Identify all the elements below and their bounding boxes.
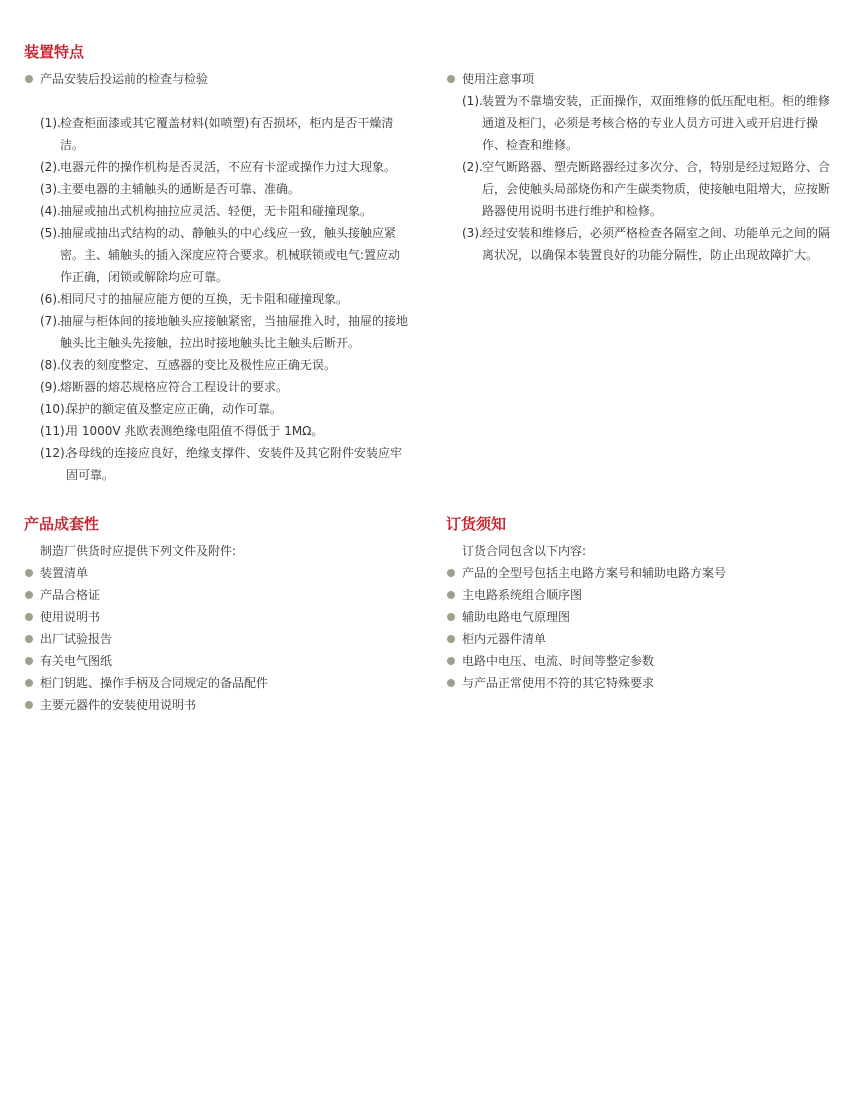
- order-item-1: [446, 562, 831, 584]
- notes-bullet-label: 使用注意事项: [462, 72, 535, 86]
- bullet-dot-icon: [447, 635, 455, 643]
- bullet-dot-icon: [25, 701, 33, 709]
- kit-item-6: [24, 672, 409, 694]
- kit-item-label: 有关电气图纸: [40, 654, 113, 668]
- order-item-2: [446, 584, 831, 606]
- install-item-text: 检查柜面漆或其它覆盖材料(如喷塑)有否损坏，柜内是否干燥清洁。: [60, 116, 394, 152]
- kit-item-label: 主要元器件的安装使用说明书: [40, 698, 197, 712]
- install-item-text: 仪表的刻度整定、互感器的变比及极性应正确无误。: [60, 358, 337, 372]
- install-item-text: 熔断器的熔芯规格应符合工程设计的要求。: [60, 380, 289, 394]
- install-item-2: [24, 156, 409, 178]
- install-item-text: 保护的额定值及整定应正确，动作可靠。: [66, 402, 283, 416]
- bullet-dot-icon: [447, 569, 455, 577]
- order-item-label: 产品的全型号包括主电路方案号和辅助电路方案号: [462, 566, 727, 580]
- install-item-text: 抽屉或抽出式机构抽拉应灵活、轻便，无卡阻和碰撞现象。: [60, 204, 373, 218]
- install-item-5: [24, 222, 409, 288]
- install-item-text: 主要电器的主辅触头的通断是否可靠、准确。: [60, 182, 301, 196]
- install-item-10: [24, 398, 409, 420]
- order-item-6: [446, 672, 831, 694]
- install-item-number: (2).: [40, 160, 61, 174]
- bullet-dot-icon: [447, 591, 455, 599]
- notes-item-3: [446, 222, 831, 266]
- notes-section: [446, 68, 831, 266]
- order-item-4: [446, 628, 831, 650]
- install-item-number: (8).: [40, 358, 61, 372]
- bullet-dot-icon: [447, 75, 455, 83]
- install-item-number: (7).: [40, 314, 61, 328]
- kit-item-4: [24, 628, 409, 650]
- install-item-text: 抽屉或抽出式结构的动、静触头的中心线应一致，触头接触应紧密。主、辅触头的插入深度应符合要求。机械联锁或电气:置应动作正确，闭锁或解除均应可靠。: [60, 226, 401, 284]
- notes-item-text: 装置为不靠墙安装，正面操作，双面维修的低压配电柜。柜的维修通道及柜门，必须是考核合格的专业人员方可进入或开启进行操作、检查和维修。: [482, 94, 831, 152]
- kit-item-7: [24, 694, 409, 716]
- order-item-5: [446, 650, 831, 672]
- install-item-number: (5).: [40, 226, 61, 240]
- install-title: 装置特点: [24, 43, 85, 61]
- order-item-label: 电路中电压、电流、时间等整定参数: [462, 654, 655, 668]
- order-item-label: 柜内元器件清单: [462, 632, 547, 646]
- order-title: 订货须知: [446, 515, 507, 533]
- bullet-dot-icon: [447, 613, 455, 621]
- kit-section: [24, 514, 409, 716]
- kit-item-label: 出厂试验报告: [40, 632, 113, 646]
- kit-item-1: [24, 562, 409, 584]
- install-item-text: 电器元件的操作机构是否灵活，不应有卡涩或操作力过大现象。: [60, 160, 397, 174]
- bullet-dot-icon: [447, 657, 455, 665]
- notes-item-number: (3).: [462, 226, 483, 240]
- kit-item-5: [24, 650, 409, 672]
- notes-item-1: [446, 90, 831, 156]
- install-item-7: [24, 310, 409, 354]
- bullet-dot-icon: [25, 591, 33, 599]
- install-item-text: 各母线的连接应良好，绝缘支撑件、安装件及其它附件安装应牢固可靠。: [66, 446, 403, 482]
- install-bullet-label: 产品安装后投运前的检查与检验: [40, 72, 209, 86]
- order-item-label: 与产品正常使用不符的其它特殊要求: [462, 676, 655, 690]
- notes-list: [446, 90, 831, 266]
- install-item-number: (6).: [40, 292, 61, 306]
- kit-intro: 制造厂供货时应提供下列文件及附件:: [40, 544, 237, 558]
- bullet-dot-icon: [25, 679, 33, 687]
- bullet-dot-icon: [25, 75, 33, 83]
- install-section: [24, 42, 409, 486]
- install-bullet: [24, 68, 409, 90]
- install-item-number: (1).: [40, 116, 61, 130]
- kit-item-3: [24, 606, 409, 628]
- kit-item-label: 产品合格证: [40, 588, 101, 602]
- kit-item-2: [24, 584, 409, 606]
- bullet-dot-icon: [25, 635, 33, 643]
- install-item-11: [24, 420, 409, 442]
- install-item-number: (10).: [40, 402, 69, 416]
- install-item-text: 抽屉与柜体间的接地触头应接触紧密，当抽屉推入时，抽屉的接地触头比主触头先接触，拉出时接地触头比主触头后断开。: [60, 314, 409, 350]
- install-item-number: (4).: [40, 204, 61, 218]
- install-check-list: [24, 112, 409, 486]
- notes-item-text: 空气断路器、塑壳断路器经过多次分、合，特别是经过短路分、合后，会使触头局部烧伤和产生碳类物质，使接触电阻增大，应按断路器使用说明书进行维护和检修。: [482, 160, 831, 218]
- bullet-dot-icon: [25, 657, 33, 665]
- order-intro: 订货合同包含以下内容:: [462, 544, 587, 558]
- install-item-number: (11).: [40, 424, 69, 438]
- order-item-label: 辅助电路电气原理图: [462, 610, 571, 624]
- order-section: [446, 514, 831, 694]
- kit-item-label: 装置清单: [40, 566, 89, 580]
- install-item-number: (12).: [40, 446, 69, 460]
- bullet-dot-icon: [25, 569, 33, 577]
- order-item-3: [446, 606, 831, 628]
- install-item-8: [24, 354, 409, 376]
- notes-item-number: (1).: [462, 94, 483, 108]
- notes-item-text: 经过安装和维修后，必须严格检查各隔室之间、功能单元之间的隔离状况，以确保本装置良好的功能分隔性，防止出现故障扩大。: [482, 226, 831, 262]
- install-item-1: [24, 112, 409, 156]
- install-item-12: [24, 442, 409, 486]
- bullet-dot-icon: [447, 679, 455, 687]
- notes-bullet: [446, 68, 831, 90]
- kit-title: 产品成套性: [24, 515, 100, 533]
- kit-item-label: 使用说明书: [40, 610, 101, 624]
- notes-item-number: (2).: [462, 160, 483, 174]
- install-item-number: (9).: [40, 380, 61, 394]
- install-item-number: (3).: [40, 182, 61, 196]
- install-item-text: 用 1000V 兆欧表测绝缘电阻值不得低于 1MΩ。: [66, 424, 324, 438]
- kit-item-label: 柜门钥匙、操作手柄及合同规定的备品配件: [40, 676, 269, 690]
- notes-item-2: [446, 156, 831, 222]
- install-item-text: 相同尺寸的抽屉应能方便的互换，无卡阻和碰撞现象。: [60, 292, 349, 306]
- order-item-label: 主电路系统组合顺序图: [462, 588, 583, 602]
- install-item-3: [24, 178, 409, 200]
- install-item-9: [24, 376, 409, 398]
- bullet-dot-icon: [25, 613, 33, 621]
- install-item-6: [24, 288, 409, 310]
- install-item-4: [24, 200, 409, 222]
